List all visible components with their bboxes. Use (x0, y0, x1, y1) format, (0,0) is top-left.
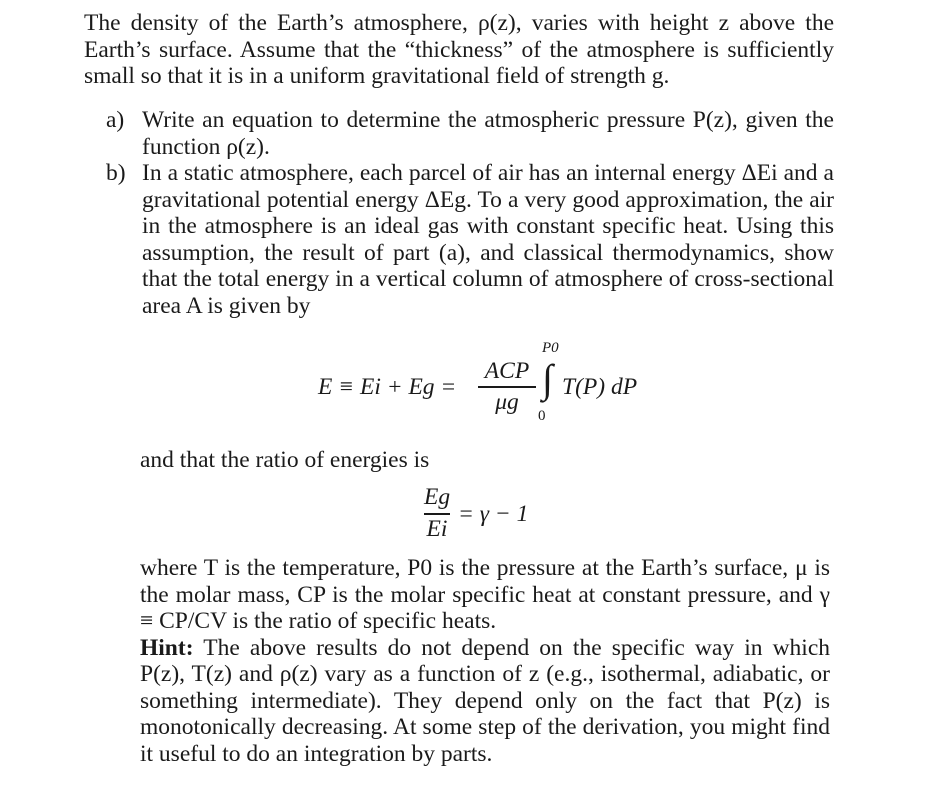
equation2-denominator: Ei (426, 516, 448, 542)
part-a-text: Write an equation to determine the atmospheric pressure P(z), given the function ρ(z). (142, 107, 834, 160)
equation1-lhs: E ≡ Ei + Eg = (318, 374, 457, 400)
part-a (106, 107, 834, 160)
variable-definitions: where T is the temperature, P0 is the pressure at the Earth’s surface, μ is the molar mass, CP is the molar specific heat at constant pressure, and γ ≡ CP/CV is the ratio of specific heats. (140, 555, 830, 634)
equation2-fraction-bar (424, 513, 450, 515)
part-b (106, 160, 834, 319)
part-b-text: In a static atmosphere, each parcel of air has an internal energy ΔEi and a gravitational potential energy ΔEg. To a very good approximation, the air in the atmosphere is an ideal gas with constant specific heat. Using this assumption, the result of part (a), and classical thermodynamics, show that the total energy in a vertical column of atmosphere of cross-sectional area A is given by (142, 160, 834, 319)
part-a-label: a) (106, 107, 125, 133)
intro-paragraph: The density of the Earth’s atmosphere, ρ(z), varies with height z above the Earth’s surface. Assume that the “thickness” of the atmosphere is sufficiently small so that it is in a uniform gravitational field of strength g. (84, 10, 834, 89)
integral-lower-limit: 0 (538, 408, 546, 424)
equation1-numerator: ACP (484, 358, 530, 384)
energy-ratio-equation (424, 486, 584, 546)
integrand: T(P) dP (562, 374, 638, 400)
hint-label: Hint: (140, 634, 194, 661)
integral-sign: ∫ (542, 356, 553, 401)
equation1-fraction-bar (478, 386, 536, 388)
definitions-and-hint (140, 555, 830, 767)
part-b-label: b) (106, 160, 126, 186)
parts-list (106, 107, 834, 319)
equation1-denominator: μg (495, 389, 519, 415)
ratio-intro-text: and that the ratio of energies is (140, 447, 430, 473)
equation2-numerator: Eg (424, 484, 451, 510)
hint-text: The above results do not depend on the specific way in which P(z), T(z) and ρ(z) vary as a function of z (e.g., isothermal, adiabatic, or something intermediate). They depend only on the fact that P(z) is monotonically decreasing. At some step of the derivation, you might find it useful to do an integration by parts. (140, 634, 831, 767)
total-energy-equation (318, 340, 678, 430)
integral-upper-limit: P0 (542, 340, 559, 356)
equation2-rhs: = γ − 1 (458, 501, 529, 527)
